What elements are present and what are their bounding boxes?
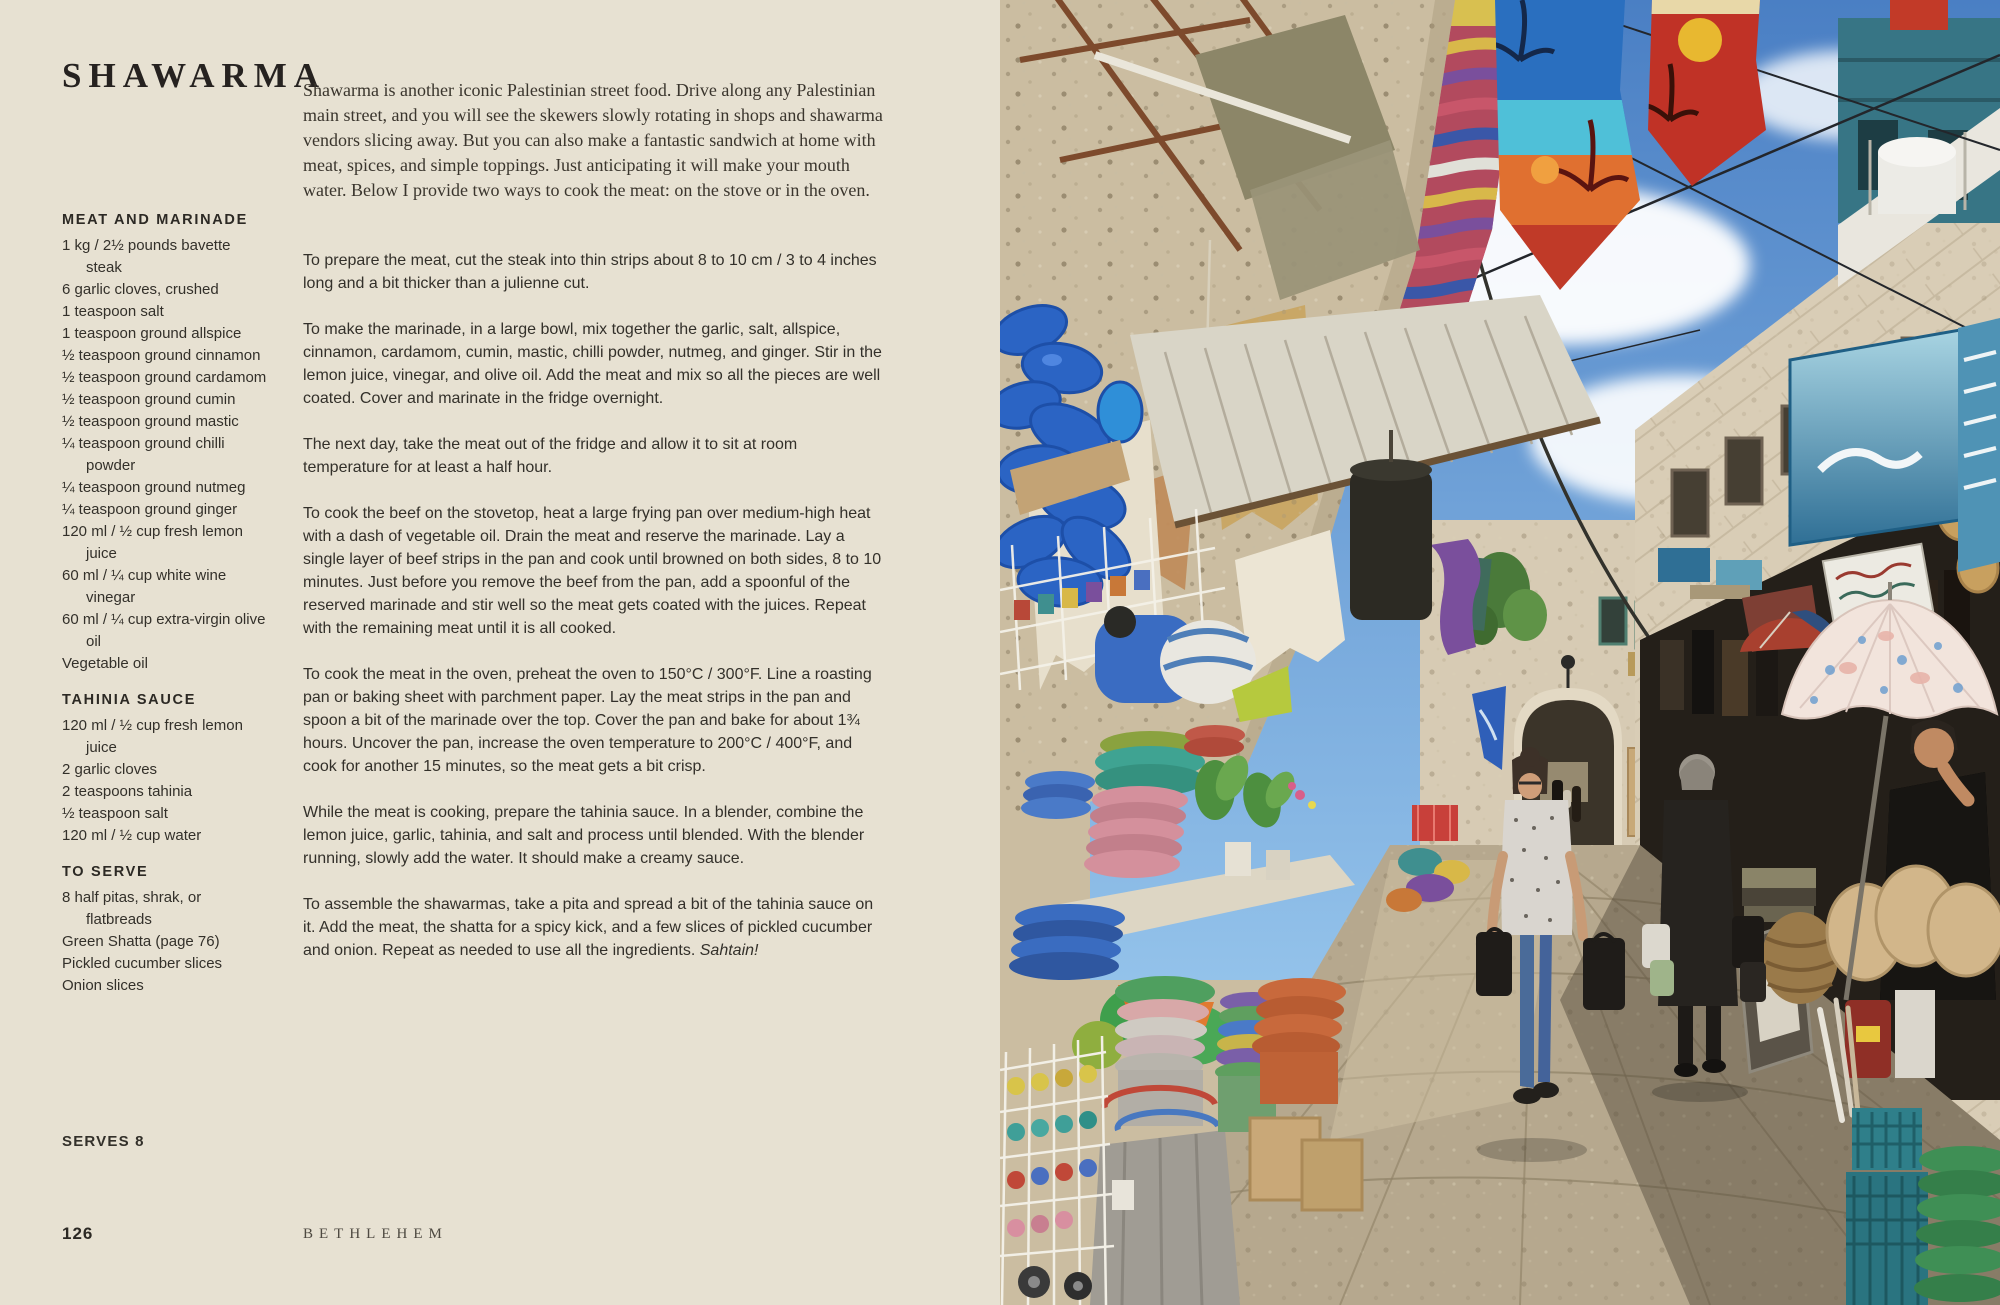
- sahtain-emphasis: Sahtain!: [699, 942, 759, 959]
- shopping-bag: [1583, 938, 1625, 1010]
- ingredient-section-serve: [62, 864, 270, 997]
- trash-bin: [1090, 1130, 1240, 1305]
- street-market-photo: [1000, 0, 2000, 1305]
- ingredients-sidebar: [62, 212, 270, 1014]
- method-paragraph: The next day, take the meat out of the fridge and allow it to sit at room temperature for at least a half hour.: [303, 436, 798, 476]
- terracotta-pots: [1252, 978, 1346, 1104]
- page-number: 126: [62, 1224, 94, 1243]
- ingredient-item: 60 ml / ¼ cup white wine vinegar: [62, 567, 227, 606]
- ingredient-item: 1 teaspoon salt: [62, 303, 164, 320]
- recipe-title: SHAWARMA: [62, 56, 327, 95]
- method-paragraph: To cook the meat in the oven, preheat the oven to 150°C / 300°F. Line a roasting pan or baking sheet with parchment paper. Lay the meat strips in the pan and spoon a bit of the marinade over the top. Cover the pan and bake for about 1¾ hours. Uncover the pan, increase the oven temperature to 200°C / 400°F, and cook for another 15 minutes, so the meat gets a bit crisp.: [303, 666, 872, 775]
- ingredient-list: [62, 715, 270, 847]
- shop-sign-small: [1658, 548, 1710, 582]
- shopping-bag: [1732, 916, 1764, 968]
- method-paragraphs: [303, 249, 883, 962]
- ingredient-list: [62, 235, 270, 675]
- ingredient-item: ½ teaspoon ground mastic: [62, 413, 239, 430]
- ingredient-item: 1 kg / 2½ pounds bavette steak: [62, 237, 231, 276]
- intro-paragraph: Shawarma is another iconic Palestinian street food. Drive along any Palestinian main street, and you will see the skewers slowly rotating in shops and shawarma vendors slicing away. But you can also make a fantastic sandwich at home with meat, spices, and simple toppings. Just anticipating it will make your mouth water. Below I provide two ways to cook the meat: on the stove or in the oven.: [303, 80, 883, 200]
- ingredient-item: 8 half pitas, shrak, or flatbreads: [62, 889, 202, 928]
- ingredient-item: Green Shatta (page 76): [62, 933, 220, 950]
- ingredient-item: 1 teaspoon ground allspice: [62, 325, 242, 342]
- ingredient-item: ½ teaspoon ground cardamom: [62, 369, 267, 386]
- ingredient-item: 120 ml / ½ cup fresh lemon juice: [62, 717, 243, 756]
- method-paragraph: To prepare the meat, cut the steak into thin strips about 8 to 10 cm / 3 to 4 inches long and a bit thicker than a julienne cut.: [303, 252, 877, 292]
- white-drum: [1895, 990, 1935, 1078]
- method-final-text: To assemble the shawarmas, take a pita and spread a bit of the tahinia sauce on it. Add the meat, the shatta for a spicy kick, and a few slices of pickled cucumber and onion. Repeat as needed to use all the ingredients.: [303, 896, 874, 959]
- ingredient-item: 120 ml / ½ cup water: [62, 827, 202, 844]
- ingredient-item: ¼ teaspoon ground chilli powder: [62, 435, 225, 474]
- ingredient-item: 60 ml / ¼ cup extra-virgin olive oil: [62, 611, 266, 650]
- method-paragraph: While the meat is cooking, prepare the tahinia sauce. In a blender, combine the lemon juice, garlic, tahinia, and salt and process until blended. With the blender running, slowly add the water. It should make a creamy sauce.: [303, 804, 865, 867]
- ingredient-item: 2 garlic cloves: [62, 761, 158, 778]
- shopping-bag: [1476, 932, 1512, 996]
- red-cloth-corner: [1890, 0, 1948, 30]
- ingredient-item: 2 teaspoons tahinia: [62, 783, 193, 800]
- recipe-body: [303, 78, 883, 985]
- ingredient-item: ½ teaspoon salt: [62, 805, 168, 822]
- cardboard-box: [1302, 1140, 1362, 1210]
- ingredient-item: ¼ teaspoon ground nutmeg: [62, 479, 246, 496]
- method-paragraph: To make the marinade, in a large bowl, mix together the garlic, salt, allspice, cinnamon, cardamom, cumin, mastic, chilli powder, nutmeg, and ginger. Stir in the lemon juice, vinegar, and olive oil. Add the meat and mix so all the pieces are well coated. Cover and marinate in the fridge overnight.: [303, 321, 882, 407]
- shopping-bag: [1740, 962, 1766, 1002]
- ingredient-section-tahinia: [62, 692, 270, 847]
- serves-label: SERVES 8: [62, 1133, 145, 1150]
- shop-sign-sea: [1790, 330, 1960, 545]
- chapter-label: BETHLEHEM: [303, 1226, 448, 1242]
- section-heading: TO SERVE: [62, 864, 149, 880]
- ingredient-item: Onion slices: [62, 977, 144, 994]
- section-heading: TAHINIA SAUCE: [62, 692, 197, 708]
- ingredient-item: ¼ teaspoon ground ginger: [62, 501, 238, 518]
- ingredient-list: [62, 887, 270, 997]
- photo-page: [1000, 0, 2000, 1305]
- ingredient-item: 120 ml / ½ cup fresh lemon juice: [62, 523, 243, 562]
- ingredient-item: ½ teaspoon ground cinnamon: [62, 347, 261, 364]
- ingredient-item: ½ teaspoon ground cumin: [62, 391, 236, 408]
- method-paragraph-final: [303, 893, 883, 962]
- section-heading: MEAT AND MARINADE: [62, 212, 248, 228]
- ingredient-item: 6 garlic cloves, crushed: [62, 281, 219, 298]
- method-paragraph: To cook the beef on the stovetop, heat a large frying pan over medium-high heat with a dash of vegetable oil. Drain the meat and reserve the marinade. Lay a single layer of beef strips in the pan and cook until browned on both sides, 8 to 10 minutes. Just before you remove the beef from the pan, add a spoonful of the reserved marinade and stir well so the meat gets coated with the juices. Repeat with the remaining meat until it is all cooked.: [303, 505, 882, 637]
- ingredient-item: Vegetable oil: [62, 655, 148, 672]
- pastel-basin-stack: [1105, 976, 1218, 1130]
- shopping-bag: [1650, 960, 1674, 996]
- ingredient-section-meat: [62, 212, 270, 675]
- ingredient-item: Pickled cucumber slices: [62, 955, 223, 972]
